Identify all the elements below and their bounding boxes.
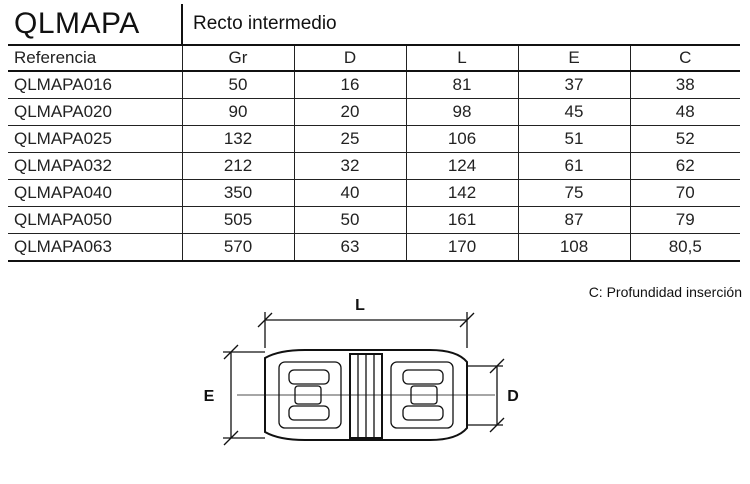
title-row: [8, 4, 740, 45]
value-cell: 132: [182, 126, 294, 153]
value-cell: 38: [630, 71, 740, 99]
spec-table: [8, 4, 740, 262]
value-cell: 20: [294, 99, 406, 126]
value-cell: 61: [518, 153, 630, 180]
reference-cell: QLMAPA032: [8, 153, 182, 180]
value-cell: 142: [406, 180, 518, 207]
value-cell: 32: [294, 153, 406, 180]
value-cell: 62: [630, 153, 740, 180]
product-code: QLMAPA: [8, 4, 182, 45]
reference-cell: QLMAPA063: [8, 234, 182, 262]
header-e: E: [518, 45, 630, 71]
value-cell: 106: [406, 126, 518, 153]
header-row: [8, 45, 740, 71]
table-body: [8, 71, 740, 261]
value-cell: 50: [182, 71, 294, 99]
insertion-depth-note: C: Profundidad inserción: [588, 284, 742, 300]
value-cell: 70: [630, 180, 740, 207]
value-cell: 45: [518, 99, 630, 126]
table-row: [8, 71, 740, 99]
reference-cell: QLMAPA025: [8, 126, 182, 153]
value-cell: 16: [294, 71, 406, 99]
table-row: [8, 126, 740, 153]
value-cell: 51: [518, 126, 630, 153]
value-cell: 50: [294, 207, 406, 234]
value-cell: 124: [406, 153, 518, 180]
reference-cell: QLMAPA050: [8, 207, 182, 234]
length-label: L: [355, 298, 365, 314]
header-l: L: [406, 45, 518, 71]
value-cell: 98: [406, 99, 518, 126]
value-cell: 212: [182, 153, 294, 180]
table-row: [8, 99, 740, 126]
value-cell: 108: [518, 234, 630, 262]
diameter-label: D: [507, 388, 519, 405]
value-cell: 40: [294, 180, 406, 207]
value-cell: 79: [630, 207, 740, 234]
value-cell: 52: [630, 126, 740, 153]
outer-label: E: [203, 388, 215, 405]
header-d: D: [294, 45, 406, 71]
value-cell: 81: [406, 71, 518, 99]
value-cell: 63: [294, 234, 406, 262]
table-row: [8, 207, 740, 234]
reference-cell: QLMAPA016: [8, 71, 182, 99]
value-cell: 505: [182, 207, 294, 234]
header-c: C: [630, 45, 740, 71]
value-cell: 170: [406, 234, 518, 262]
value-cell: 350: [182, 180, 294, 207]
value-cell: 570: [182, 234, 294, 262]
product-description: Recto intermedio: [182, 4, 740, 45]
value-cell: 75: [518, 180, 630, 207]
table-row: [8, 180, 740, 207]
value-cell: 48: [630, 99, 740, 126]
reference-cell: QLMAPA020: [8, 99, 182, 126]
value-cell: 25: [294, 126, 406, 153]
value-cell: 161: [406, 207, 518, 234]
header-referencia: Referencia: [8, 45, 182, 71]
value-cell: 90: [182, 99, 294, 126]
fitting-drawing: [195, 298, 525, 448]
table-row: [8, 234, 740, 262]
value-cell: 87: [518, 207, 630, 234]
value-cell: 37: [518, 71, 630, 99]
table-row: [8, 153, 740, 180]
reference-cell: QLMAPA040: [8, 180, 182, 207]
value-cell: 80,5: [630, 234, 740, 262]
header-gr: Gr: [182, 45, 294, 71]
